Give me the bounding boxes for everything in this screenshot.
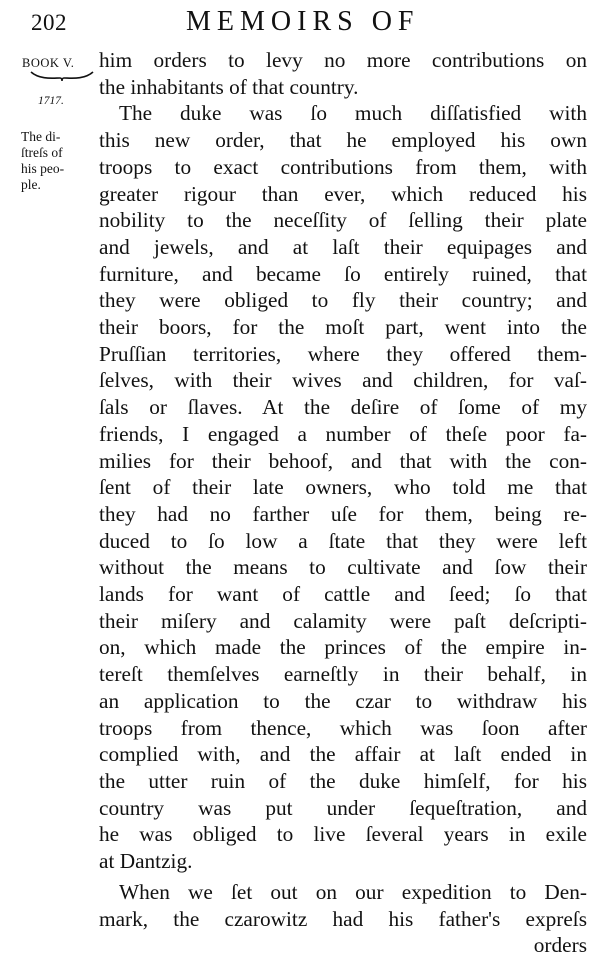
- margin-note-line: ple.: [21, 177, 41, 192]
- text-line: their miſery and calamity were paſt deſcripti-: [99, 608, 587, 633]
- margin-note-line: The di-: [21, 129, 61, 144]
- page-number: 202: [31, 10, 67, 35]
- text-line: friends, I engaged a number of theſe poor fa-: [99, 421, 587, 446]
- text-line: Pruſſian territories, where they offered them-: [99, 341, 587, 366]
- catchword: orders: [533, 933, 587, 958]
- text-line: troops from thence, which was ſoon after: [99, 715, 587, 740]
- text-line: they had no farther uſe for them, being re-: [99, 501, 587, 526]
- text-line: ſals or ſlaves. At the deſire of ſome of my: [99, 395, 587, 420]
- text-line: tereſt themſelves earneſtly in their behalf, in: [99, 662, 587, 687]
- text-line: furniture, and became ſo entirely ruined, that: [99, 261, 587, 286]
- margin-note: [21, 129, 64, 193]
- text-line: country was put under ſequeſtration, and: [99, 795, 587, 820]
- text-line: at Dantzig.: [99, 849, 193, 874]
- text-line: The duke was ſo much diſſatisfied with: [119, 101, 587, 126]
- text-line: the utter ruin of the duke himſelf, for his: [99, 768, 587, 793]
- text-line: ſent of their late owners, who told me that: [99, 475, 587, 500]
- text-line: without the means to cultivate and ſow their: [99, 555, 587, 580]
- text-line: nobility to the neceſſity of ſelling their plate: [99, 208, 587, 233]
- text-line: duced to ſo low a ſtate that they were left: [99, 528, 587, 553]
- text-line: mark, the czarowitz had his father's expreſs: [99, 906, 587, 931]
- text-line: milies for their behoof, and that with the con-: [99, 448, 587, 473]
- book-label: BOOK V.: [22, 56, 75, 70]
- text-line: troops to exact contributions from them, with: [99, 154, 587, 179]
- text-line: and jewels, and at laſt their equipages and: [99, 234, 587, 259]
- page-header: [0, 6, 594, 38]
- margin-note-line: ſtreſs of: [21, 145, 63, 160]
- text-line: lands for want of cattle and ſeed; ſo that: [99, 582, 587, 607]
- margin-note-line: his peo-: [21, 161, 65, 176]
- text-line: he was obliged to live ſeveral years in exile: [99, 822, 587, 847]
- text-line: complied with, and the affair at laſt ended in: [99, 742, 587, 767]
- body-text: [99, 47, 587, 959]
- running-title: MEMOIRS OF: [186, 6, 420, 37]
- text-line: When we ſet out on our expedition to Den-: [119, 879, 587, 904]
- text-line: greater rigour than ever, which reduced his: [99, 181, 587, 206]
- year-label: 1717.: [38, 95, 64, 107]
- text-line: an application to the czar to withdraw his: [99, 688, 587, 713]
- text-line: ſelves, with their wives and children, for vaſ-: [99, 368, 587, 393]
- text-line: this new order, that he employed his own: [99, 128, 587, 153]
- text-line: they were obliged to fly their country; and: [99, 288, 587, 313]
- text-line: on, which made the princes of the empire in-: [99, 635, 587, 660]
- text-line: him orders to levy no more contributions on: [99, 48, 587, 72]
- text-line: their boors, for the moſt part, went into the: [99, 315, 587, 340]
- text-line: the inhabitants of that country.: [99, 74, 359, 99]
- brace-icon: [30, 70, 94, 82]
